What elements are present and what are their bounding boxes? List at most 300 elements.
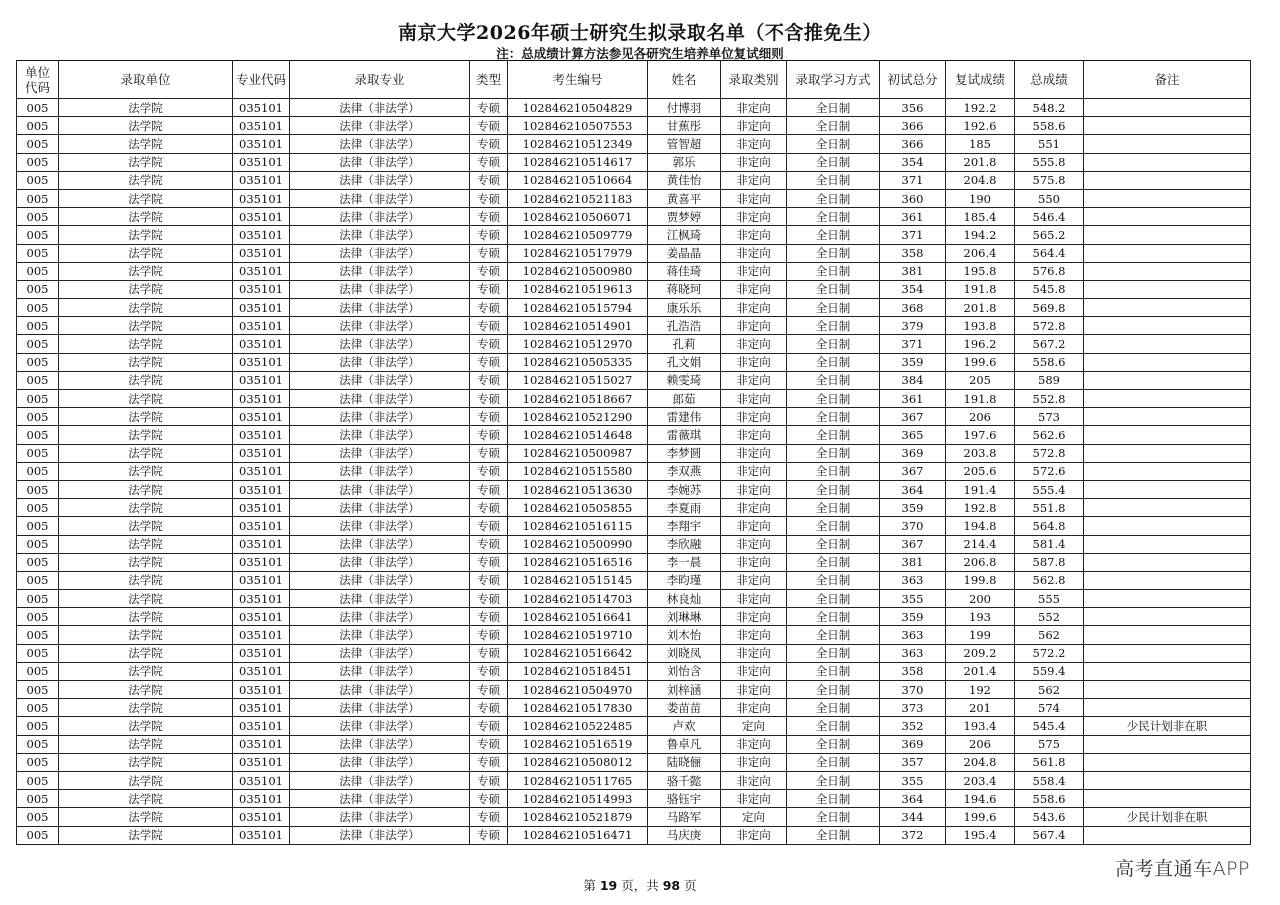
- cell-admit-category: 非定向: [721, 99, 787, 117]
- cell-admit-category: 非定向: [721, 317, 787, 335]
- cell-admit-category: 非定向: [721, 553, 787, 571]
- document-note: 注：总成绩计算方法参见各研究生培养单位复试细则: [496, 46, 784, 61]
- cell-remark: [1084, 517, 1251, 535]
- cell-total-score: 558.4: [1015, 771, 1084, 789]
- header-retest-score: 复试成绩: [946, 61, 1015, 99]
- cell-exam-id: 102846210515794: [508, 299, 648, 317]
- cell-retest-score: 203.4: [946, 771, 1015, 789]
- cell-major: 法律（非法学）: [290, 535, 470, 553]
- admission-table: [16, 60, 1251, 845]
- cell-major: 法律（非法学）: [290, 735, 470, 753]
- cell-study-mode: 全日制: [787, 171, 880, 189]
- cell-remark: [1084, 626, 1251, 644]
- cell-major-code: 035101: [233, 299, 290, 317]
- cell-admit-unit: 法学院: [59, 553, 233, 571]
- cell-type: 专硕: [470, 153, 508, 171]
- cell-remark: [1084, 226, 1251, 244]
- footer-middle: 页，共: [617, 878, 663, 893]
- cell-retest-score: 206: [946, 408, 1015, 426]
- cell-admit-category: 定向: [721, 808, 787, 826]
- cell-type: 专硕: [470, 426, 508, 444]
- cell-major: 法律（非法学）: [290, 335, 470, 353]
- cell-major-code: 035101: [233, 571, 290, 589]
- cell-major-code: 035101: [233, 390, 290, 408]
- cell-major-code: 035101: [233, 226, 290, 244]
- cell-major: 法律（非法学）: [290, 353, 470, 371]
- cell-admit-unit: 法学院: [59, 189, 233, 207]
- cell-type: 专硕: [470, 189, 508, 207]
- cell-admit-unit: 法学院: [59, 626, 233, 644]
- cell-major-code: 035101: [233, 771, 290, 789]
- cell-total-score: 551: [1015, 135, 1084, 153]
- cell-major: 法律（非法学）: [290, 226, 470, 244]
- cell-name: 赖雯琦: [648, 371, 721, 389]
- cell-exam-id: 102846210500980: [508, 262, 648, 280]
- cell-admit-category: 非定向: [721, 371, 787, 389]
- cell-exam-id: 102846210516115: [508, 517, 648, 535]
- cell-prelim-score: 359: [880, 608, 946, 626]
- cell-admit-category: 非定向: [721, 681, 787, 699]
- cell-admit-category: 非定向: [721, 280, 787, 298]
- cell-study-mode: 全日制: [787, 590, 880, 608]
- cell-study-mode: 全日制: [787, 499, 880, 517]
- cell-prelim-score: 354: [880, 153, 946, 171]
- table-row: [17, 753, 1251, 771]
- cell-name: 李翔宇: [648, 517, 721, 535]
- cell-name: 雷建伟: [648, 408, 721, 426]
- table-row: [17, 408, 1251, 426]
- cell-major: 法律（非法学）: [290, 808, 470, 826]
- cell-admit-category: 非定向: [721, 571, 787, 589]
- cell-major-code: 035101: [233, 444, 290, 462]
- cell-prelim-score: 370: [880, 681, 946, 699]
- cell-remark: [1084, 371, 1251, 389]
- cell-unit-code: 005: [17, 826, 59, 844]
- cell-admit-unit: 法学院: [59, 771, 233, 789]
- cell-exam-id: 102846210504970: [508, 681, 648, 699]
- table-row: [17, 553, 1251, 571]
- cell-type: 专硕: [470, 280, 508, 298]
- cell-prelim-score: 372: [880, 826, 946, 844]
- cell-name: 李双燕: [648, 462, 721, 480]
- cell-exam-id: 102846210516519: [508, 735, 648, 753]
- cell-prelim-score: 363: [880, 644, 946, 662]
- cell-total-score: 545.8: [1015, 280, 1084, 298]
- cell-type: 专硕: [470, 99, 508, 117]
- cell-study-mode: 全日制: [787, 335, 880, 353]
- cell-retest-score: 191.8: [946, 390, 1015, 408]
- table-row: [17, 189, 1251, 207]
- cell-retest-score: 192.8: [946, 499, 1015, 517]
- cell-admit-unit: 法学院: [59, 826, 233, 844]
- cell-total-score: 546.4: [1015, 208, 1084, 226]
- cell-retest-score: 197.6: [946, 426, 1015, 444]
- cell-unit-code: 005: [17, 626, 59, 644]
- cell-study-mode: 全日制: [787, 99, 880, 117]
- table-row: [17, 371, 1251, 389]
- header-major-code: 专业代码: [233, 61, 290, 99]
- cell-major-code: 035101: [233, 644, 290, 662]
- cell-type: 专硕: [470, 662, 508, 680]
- cell-admit-unit: 法学院: [59, 408, 233, 426]
- cell-exam-id: 102846210514648: [508, 426, 648, 444]
- cell-major-code: 035101: [233, 717, 290, 735]
- cell-name: 江枫琦: [648, 226, 721, 244]
- table-row: [17, 317, 1251, 335]
- cell-prelim-score: 370: [880, 517, 946, 535]
- cell-admit-category: 非定向: [721, 244, 787, 262]
- cell-study-mode: 全日制: [787, 371, 880, 389]
- cell-admit-category: 非定向: [721, 390, 787, 408]
- cell-study-mode: 全日制: [787, 735, 880, 753]
- cell-admit-category: 非定向: [721, 262, 787, 280]
- cell-total-score: 572.6: [1015, 462, 1084, 480]
- cell-retest-score: 201: [946, 699, 1015, 717]
- footer-suffix: 页: [680, 878, 697, 893]
- cell-study-mode: 全日制: [787, 226, 880, 244]
- cell-prelim-score: 359: [880, 499, 946, 517]
- table-row: [17, 208, 1251, 226]
- cell-unit-code: 005: [17, 262, 59, 280]
- cell-exam-id: 102846210512970: [508, 335, 648, 353]
- cell-major-code: 035101: [233, 262, 290, 280]
- cell-admit-category: 非定向: [721, 517, 787, 535]
- cell-retest-score: 191.4: [946, 480, 1015, 498]
- cell-remark: [1084, 390, 1251, 408]
- cell-retest-score: 204.8: [946, 753, 1015, 771]
- cell-remark: [1084, 771, 1251, 789]
- cell-major: 法律（非法学）: [290, 135, 470, 153]
- document-title: 南京大学2026年硕士研究生拟录取名单（不含推免生）: [398, 22, 882, 44]
- cell-admit-category: 非定向: [721, 335, 787, 353]
- cell-admit-category: 非定向: [721, 662, 787, 680]
- cell-admit-category: 非定向: [721, 790, 787, 808]
- cell-study-mode: 全日制: [787, 535, 880, 553]
- cell-major: 法律（非法学）: [290, 626, 470, 644]
- cell-name: 李昀瑾: [648, 571, 721, 589]
- cell-prelim-score: 361: [880, 390, 946, 408]
- cell-total-score: 581.4: [1015, 535, 1084, 553]
- cell-remark: [1084, 790, 1251, 808]
- cell-retest-score: 195.4: [946, 826, 1015, 844]
- header-study-mode: 录取学习方式: [787, 61, 880, 99]
- cell-unit-code: 005: [17, 808, 59, 826]
- cell-remark: [1084, 99, 1251, 117]
- cell-remark: [1084, 681, 1251, 699]
- cell-exam-id: 102846210514617: [508, 153, 648, 171]
- cell-exam-id: 102846210517830: [508, 699, 648, 717]
- cell-unit-code: 005: [17, 117, 59, 135]
- cell-exam-id: 102846210512349: [508, 135, 648, 153]
- cell-unit-code: 005: [17, 317, 59, 335]
- cell-admit-unit: 法学院: [59, 681, 233, 699]
- cell-admit-unit: 法学院: [59, 499, 233, 517]
- cell-retest-score: 204.8: [946, 171, 1015, 189]
- watermark-text: 高考直通车APP: [1115, 858, 1250, 880]
- cell-admit-category: 非定向: [721, 117, 787, 135]
- table-row: [17, 480, 1251, 498]
- cell-retest-score: 201.4: [946, 662, 1015, 680]
- cell-prelim-score: 367: [880, 408, 946, 426]
- cell-type: 专硕: [470, 717, 508, 735]
- cell-name: 卢欢: [648, 717, 721, 735]
- cell-total-score: 555.8: [1015, 153, 1084, 171]
- cell-remark: [1084, 735, 1251, 753]
- cell-admit-unit: 法学院: [59, 517, 233, 535]
- cell-unit-code: 005: [17, 99, 59, 117]
- cell-total-score: 552: [1015, 608, 1084, 626]
- cell-name: 姜晶晶: [648, 244, 721, 262]
- cell-total-score: 555.4: [1015, 480, 1084, 498]
- cell-name: 李梦圆: [648, 444, 721, 462]
- header-total-score: 总成绩: [1015, 61, 1084, 99]
- cell-exam-id: 102846210517979: [508, 244, 648, 262]
- cell-major: 法律（非法学）: [290, 317, 470, 335]
- cell-total-score: 545.4: [1015, 717, 1084, 735]
- cell-admit-unit: 法学院: [59, 135, 233, 153]
- cell-type: 专硕: [470, 735, 508, 753]
- cell-prelim-score: 366: [880, 117, 946, 135]
- cell-retest-score: 199.6: [946, 353, 1015, 371]
- cell-admit-unit: 法学院: [59, 662, 233, 680]
- cell-type: 专硕: [470, 353, 508, 371]
- cell-study-mode: 全日制: [787, 153, 880, 171]
- cell-major: 法律（非法学）: [290, 790, 470, 808]
- cell-retest-score: 185: [946, 135, 1015, 153]
- cell-unit-code: 005: [17, 644, 59, 662]
- table-row: [17, 735, 1251, 753]
- cell-prelim-score: 352: [880, 717, 946, 735]
- cell-type: 专硕: [470, 644, 508, 662]
- cell-admit-unit: 法学院: [59, 808, 233, 826]
- cell-total-score: 559.4: [1015, 662, 1084, 680]
- cell-major-code: 035101: [233, 335, 290, 353]
- cell-major-code: 035101: [233, 99, 290, 117]
- cell-unit-code: 005: [17, 735, 59, 753]
- cell-exam-id: 102846210519710: [508, 626, 648, 644]
- table-row: [17, 626, 1251, 644]
- cell-admit-unit: 法学院: [59, 735, 233, 753]
- cell-major-code: 035101: [233, 808, 290, 826]
- cell-admit-unit: 法学院: [59, 753, 233, 771]
- cell-total-score: 589: [1015, 371, 1084, 389]
- cell-name: 李夏雨: [648, 499, 721, 517]
- cell-name: 刘梓涵: [648, 681, 721, 699]
- cell-name: 郭乐: [648, 153, 721, 171]
- cell-type: 专硕: [470, 571, 508, 589]
- cell-total-score: 567.2: [1015, 335, 1084, 353]
- cell-admit-unit: 法学院: [59, 299, 233, 317]
- cell-unit-code: 005: [17, 390, 59, 408]
- table-row: [17, 499, 1251, 517]
- cell-retest-score: 206.4: [946, 244, 1015, 262]
- cell-prelim-score: 363: [880, 626, 946, 644]
- cell-retest-score: 203.8: [946, 444, 1015, 462]
- cell-total-score: 575.8: [1015, 171, 1084, 189]
- cell-prelim-score: 368: [880, 299, 946, 317]
- cell-exam-id: 102846210507553: [508, 117, 648, 135]
- cell-remark: [1084, 189, 1251, 207]
- cell-admit-unit: 法学院: [59, 317, 233, 335]
- cell-name: 孔莉: [648, 335, 721, 353]
- cell-major-code: 035101: [233, 480, 290, 498]
- header-admit-unit: 录取单位: [59, 61, 233, 99]
- header-major: 录取专业: [290, 61, 470, 99]
- cell-admit-unit: 法学院: [59, 226, 233, 244]
- cell-unit-code: 005: [17, 681, 59, 699]
- cell-major-code: 035101: [233, 317, 290, 335]
- cell-admit-unit: 法学院: [59, 480, 233, 498]
- cell-major-code: 035101: [233, 699, 290, 717]
- page-footer: [0, 876, 1280, 894]
- cell-study-mode: 全日制: [787, 244, 880, 262]
- cell-type: 专硕: [470, 535, 508, 553]
- cell-major-code: 035101: [233, 735, 290, 753]
- cell-study-mode: 全日制: [787, 753, 880, 771]
- cell-admit-unit: 法学院: [59, 208, 233, 226]
- cell-admit-category: 非定向: [721, 135, 787, 153]
- cell-study-mode: 全日制: [787, 517, 880, 535]
- cell-retest-score: 193: [946, 608, 1015, 626]
- cell-unit-code: 005: [17, 226, 59, 244]
- cell-total-score: 561.8: [1015, 753, 1084, 771]
- cell-major: 法律（非法学）: [290, 462, 470, 480]
- cell-major-code: 035101: [233, 590, 290, 608]
- cell-exam-id: 102846210504829: [508, 99, 648, 117]
- cell-admit-unit: 法学院: [59, 644, 233, 662]
- cell-exam-id: 102846210500987: [508, 444, 648, 462]
- cell-study-mode: 全日制: [787, 717, 880, 735]
- cell-major: 法律（非法学）: [290, 517, 470, 535]
- cell-unit-code: 005: [17, 790, 59, 808]
- cell-major-code: 035101: [233, 408, 290, 426]
- cell-exam-id: 102846210516641: [508, 608, 648, 626]
- cell-remark: [1084, 553, 1251, 571]
- table-row: [17, 517, 1251, 535]
- cell-unit-code: 005: [17, 353, 59, 371]
- cell-admit-category: 非定向: [721, 590, 787, 608]
- cell-total-score: 567.4: [1015, 826, 1084, 844]
- cell-retest-score: 193.8: [946, 317, 1015, 335]
- cell-retest-score: 209.2: [946, 644, 1015, 662]
- cell-total-score: 564.4: [1015, 244, 1084, 262]
- cell-total-score: 569.8: [1015, 299, 1084, 317]
- cell-total-score: 550: [1015, 189, 1084, 207]
- cell-type: 专硕: [470, 226, 508, 244]
- cell-total-score: 562: [1015, 681, 1084, 699]
- cell-major: 法律（非法学）: [290, 408, 470, 426]
- cell-type: 专硕: [470, 553, 508, 571]
- table-row: [17, 644, 1251, 662]
- cell-total-score: 576.8: [1015, 262, 1084, 280]
- cell-study-mode: 全日制: [787, 644, 880, 662]
- cell-prelim-score: 381: [880, 262, 946, 280]
- cell-prelim-score: 365: [880, 426, 946, 444]
- cell-major-code: 035101: [233, 462, 290, 480]
- cell-prelim-score: 358: [880, 662, 946, 680]
- cell-name: 李婉苏: [648, 480, 721, 498]
- cell-retest-score: 205.6: [946, 462, 1015, 480]
- cell-major-code: 035101: [233, 371, 290, 389]
- cell-major-code: 035101: [233, 608, 290, 626]
- cell-name: 雷薇琪: [648, 426, 721, 444]
- cell-major-code: 035101: [233, 499, 290, 517]
- cell-major-code: 035101: [233, 790, 290, 808]
- cell-major-code: 035101: [233, 826, 290, 844]
- table-row: [17, 335, 1251, 353]
- cell-admit-unit: 法学院: [59, 444, 233, 462]
- cell-retest-score: 199.8: [946, 571, 1015, 589]
- cell-exam-id: 102846210516471: [508, 826, 648, 844]
- cell-study-mode: 全日制: [787, 189, 880, 207]
- cell-admit-unit: 法学院: [59, 99, 233, 117]
- cell-major-code: 035101: [233, 517, 290, 535]
- table-row: [17, 171, 1251, 189]
- cell-total-score: 564.8: [1015, 517, 1084, 535]
- cell-unit-code: 005: [17, 335, 59, 353]
- cell-remark: [1084, 444, 1251, 462]
- cell-unit-code: 005: [17, 699, 59, 717]
- cell-admit-unit: 法学院: [59, 335, 233, 353]
- table-row: [17, 390, 1251, 408]
- cell-exam-id: 102846210509779: [508, 226, 648, 244]
- cell-major-code: 035101: [233, 353, 290, 371]
- cell-total-score: 555: [1015, 590, 1084, 608]
- table-row: [17, 662, 1251, 680]
- cell-major-code: 035101: [233, 208, 290, 226]
- cell-major-code: 035101: [233, 753, 290, 771]
- cell-prelim-score: 356: [880, 99, 946, 117]
- cell-admit-unit: 法学院: [59, 390, 233, 408]
- cell-prelim-score: 381: [880, 553, 946, 571]
- cell-prelim-score: 354: [880, 280, 946, 298]
- cell-major-code: 035101: [233, 426, 290, 444]
- cell-study-mode: 全日制: [787, 280, 880, 298]
- cell-prelim-score: 361: [880, 208, 946, 226]
- table-row: [17, 226, 1251, 244]
- cell-name: 刘晓凤: [648, 644, 721, 662]
- cell-unit-code: 005: [17, 426, 59, 444]
- cell-exam-id: 102846210518451: [508, 662, 648, 680]
- cell-remark: [1084, 135, 1251, 153]
- cell-major: 法律（非法学）: [290, 699, 470, 717]
- cell-type: 专硕: [470, 699, 508, 717]
- cell-major: 法律（非法学）: [290, 244, 470, 262]
- cell-prelim-score: 358: [880, 244, 946, 262]
- cell-remark: [1084, 571, 1251, 589]
- cell-admit-category: 非定向: [721, 626, 787, 644]
- cell-major-code: 035101: [233, 135, 290, 153]
- header-type: 类型: [470, 61, 508, 99]
- table-row: [17, 280, 1251, 298]
- cell-name: 鲁卓凡: [648, 735, 721, 753]
- cell-admit-unit: 法学院: [59, 790, 233, 808]
- cell-prelim-score: 371: [880, 226, 946, 244]
- cell-unit-code: 005: [17, 280, 59, 298]
- cell-retest-score: 194.2: [946, 226, 1015, 244]
- cell-major: 法律（非法学）: [290, 571, 470, 589]
- table-header-row: [17, 61, 1251, 99]
- cell-major-code: 035101: [233, 553, 290, 571]
- cell-remark: [1084, 699, 1251, 717]
- cell-name: 郎茹: [648, 390, 721, 408]
- cell-study-mode: 全日制: [787, 626, 880, 644]
- cell-prelim-score: 371: [880, 335, 946, 353]
- cell-major: 法律（非法学）: [290, 771, 470, 789]
- cell-name: 李一晨: [648, 553, 721, 571]
- cell-retest-score: 201.8: [946, 299, 1015, 317]
- cell-remark: [1084, 317, 1251, 335]
